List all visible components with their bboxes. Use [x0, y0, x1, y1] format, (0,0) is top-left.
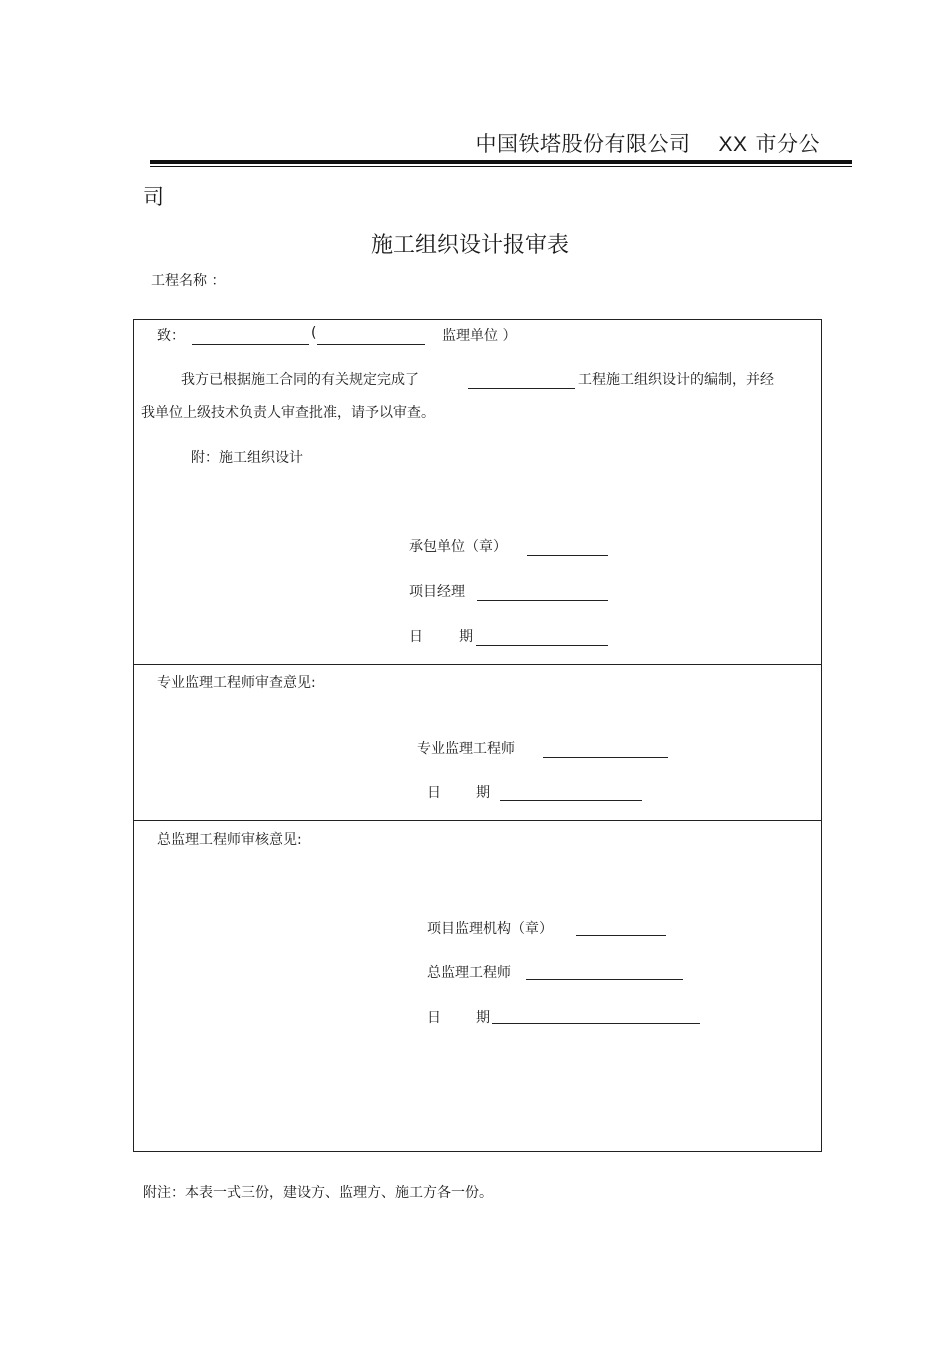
- date-label-char2: 期: [459, 629, 473, 645]
- supervision-org-label: 项目监理机构（章）: [427, 921, 553, 937]
- date-blank-3[interactable]: [492, 1023, 700, 1024]
- company-branch: 市分公: [755, 132, 820, 156]
- contractor-blank[interactable]: [527, 555, 608, 556]
- supervisor-blank[interactable]: [317, 344, 425, 345]
- date-label-char2: 期: [476, 1010, 490, 1026]
- date-blank-1[interactable]: [476, 645, 608, 646]
- document-title: 施工组织设计报审表: [370, 233, 569, 258]
- date-label-char1: 日: [409, 629, 423, 645]
- date-label-char1: 日: [427, 1010, 441, 1026]
- company-name: 中国铁塔股份有限公司: [475, 132, 691, 156]
- project-name-label: 工程名称 ：: [151, 273, 226, 289]
- to-label: 致：: [157, 328, 185, 344]
- chief-engineer-label: 总监理工程师: [427, 965, 511, 981]
- engineer-blank[interactable]: [543, 757, 668, 758]
- form-table: [133, 319, 822, 1152]
- date-label-char1: 日: [427, 785, 441, 801]
- engineer-review-heading: 专业监理工程师审查意见:: [157, 675, 316, 691]
- chief-review-heading: 总监理工程师审核意见:: [157, 832, 302, 848]
- engineer-label: 专业监理工程师: [417, 741, 515, 757]
- project-blank[interactable]: [468, 388, 575, 389]
- body-text-line1-b: 工程施工组织设计的编制，并经: [578, 372, 774, 388]
- section-divider-2: [133, 820, 822, 821]
- footnote: 附注：本表一式三份，建设方、监理方、施工方各一份。: [143, 1185, 493, 1201]
- header-rule: [150, 160, 852, 164]
- company-branch-continued: 司: [143, 185, 164, 209]
- header-company: [475, 128, 820, 158]
- supervision-org-blank[interactable]: [576, 935, 666, 936]
- date-blank-2[interactable]: [500, 800, 642, 801]
- supervisor-unit-label: 监理单位 ）: [442, 328, 517, 344]
- pm-label: 项目经理: [409, 584, 465, 600]
- contractor-label: 承包单位（章）: [409, 539, 507, 555]
- date-label-char2: 期: [476, 785, 490, 801]
- pm-blank[interactable]: [477, 600, 608, 601]
- company-xx: XX: [718, 133, 748, 156]
- header-rule-thin: [150, 166, 852, 167]
- section-divider-1: [133, 664, 822, 665]
- recipient-blank[interactable]: [192, 344, 309, 345]
- chief-engineer-blank[interactable]: [526, 979, 683, 980]
- body-text-line1-a: 我方已根据施工合同的有关规定完成了: [181, 372, 419, 388]
- body-text-line2: 我单位上级技术负责人审查批准，请予以审查。: [141, 405, 435, 421]
- paren-open: (: [311, 325, 317, 341]
- attachment-label: 附：施工组织设计: [191, 450, 303, 466]
